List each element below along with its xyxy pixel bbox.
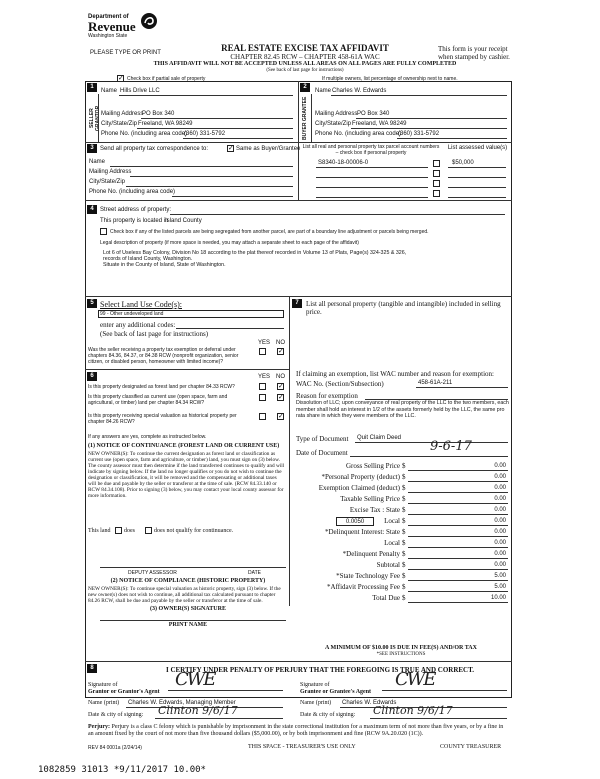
does-not-checkbox[interactable]	[145, 527, 152, 534]
dollar-sign: $	[402, 517, 406, 525]
corr-name-line	[110, 166, 293, 167]
tax-row-label: Exemption Claimed (deduct)	[318, 484, 400, 492]
section-7-badge: 7	[292, 299, 302, 308]
partial-sale-label: Check box if partial sale of property	[127, 76, 206, 82]
assessed-header: List assessed value(s)	[447, 145, 508, 151]
grantor-sig-line	[168, 690, 283, 691]
seller-mailing-line	[141, 118, 293, 119]
grantee-date-line	[370, 718, 507, 719]
grantee-sig-line	[382, 690, 507, 691]
this-land-label: This land	[88, 528, 111, 534]
receipt-note-1: This form is your receipt	[438, 45, 508, 53]
street-line	[170, 214, 505, 215]
corr-phone-label: Phone No. (including area code)	[89, 189, 176, 195]
form-title: REAL ESTATE EXCISE TAX AFFIDAVIT	[221, 43, 389, 53]
reason-label: Reason for exemption	[296, 392, 358, 400]
does-not-label: does not qualify for continuance.	[154, 528, 234, 534]
tax-row-line	[408, 547, 508, 548]
exemption-question: Was the seller receiving a property tax exemption or deferral under chapters 84.36, 84.37, or 84.38 RCW (nonprofit organization, senior citizen, or disabled person, homeowner with limited income)?	[88, 347, 239, 365]
if-yes-note: If any answers are yes, complete as instructed below.	[88, 434, 207, 440]
parcel-line-4	[316, 197, 428, 198]
tax-row-label: Gross Selling Price	[345, 462, 400, 470]
current-use-question: Is this property classified as current use (open space, farm and agricultural, or timber) land per chapter 84.34 RCW?	[88, 394, 228, 406]
divider-1v	[298, 81, 299, 142]
seller-mailing-label: Mailing Address	[101, 111, 144, 117]
buyer-mailing-label: Mailing Address	[315, 111, 358, 117]
buyer-grantee-label: BUYER GRANTEE	[302, 96, 308, 140]
boundary-label: Check box if any of the listed parcels are being segregated from another parcel, are part of a boundary line adjustment or parcels being merged.	[110, 229, 429, 235]
buyer-city-line	[351, 128, 507, 129]
doc-date-label: Date of Document	[296, 449, 348, 457]
form-warning: THIS AFFIDAVIT WILL NOT BE ACCEPTED UNLESS ALL AREAS ON ALL PAGES ARE FULLY COMPLETED	[153, 61, 457, 67]
deputy-date-label: DATE	[248, 570, 261, 576]
personal-property-label: List all personal property (tangible and intangible) included in selling price.	[306, 300, 501, 316]
historic-yes[interactable]	[259, 413, 266, 420]
reason-field[interactable]: Dissolution of LLC; upon conveyance of real property of the LLC to the two members, each member shall hold an interest in 1/2 of the assets formerly held by the LLC, the same pro rata share in which they were members of the LLC.	[296, 400, 509, 419]
seller-phone-label: Phone No. (including area code)	[101, 131, 188, 137]
tax-row-value[interactable]: 0.00	[494, 463, 506, 469]
seller-phone-field[interactable]: (360) 331-5792	[184, 131, 226, 137]
corr-name-label: Name	[89, 159, 106, 165]
certify-statement: I CERTIFY UNDER PENALTY OF PERJURY THAT THE FOREGOING IS TRUE AND CORRECT.	[165, 666, 474, 674]
parcel-line-2	[316, 177, 428, 178]
grantor-date-city-label: Date & city of signing:	[88, 712, 144, 718]
same-as-buyer-checkbox[interactable]	[227, 145, 234, 152]
grantee-sig-label-2: Grantee or Grantee's Agent	[300, 689, 372, 695]
seller-phone-line	[183, 138, 293, 139]
tax-row-line	[408, 470, 508, 471]
grantee-signature[interactable]: CWE	[395, 669, 435, 690]
grantor-name-print-label: Name (print)	[88, 700, 120, 706]
wac-line	[416, 387, 508, 388]
tax-row-line	[408, 481, 508, 482]
wac-label: WAC No. (Section/Subsection)	[296, 380, 384, 388]
section-1-badge: 1	[87, 83, 97, 92]
personal-property-checkbox-2[interactable]	[433, 170, 440, 177]
print-name-label: PRINT NAME	[168, 622, 208, 628]
please-type: PLEASE TYPE OR PRINT	[90, 50, 161, 56]
tax-row-value[interactable]: 5.00	[494, 584, 506, 590]
tax-row-line	[408, 569, 508, 570]
grantee-date-city-label: Date & city of signing:	[300, 712, 356, 718]
grantor-sig-label	[88, 682, 160, 696]
grantee-sig-label	[300, 682, 371, 696]
assessed-line-1	[448, 167, 506, 168]
dollar-sign: $	[402, 561, 406, 569]
local-rate-value: 0.0050	[345, 519, 365, 525]
land-use-see-back: (See back of last page for instructions)	[100, 330, 209, 338]
section-3-badge: 3	[87, 144, 97, 153]
corr-phone-line	[172, 196, 293, 197]
section-2-badge: 2	[300, 83, 310, 92]
boundary-checkbox[interactable]	[100, 228, 107, 235]
grantor-sig-label-1: Signature of	[88, 682, 118, 688]
tax-row-line	[408, 492, 508, 493]
send-correspondence-label: Send all property tax correspondence to:	[100, 146, 209, 152]
buyer-phone-field[interactable]: (360) 331-5792	[398, 131, 440, 137]
legal-description-text[interactable]	[103, 250, 508, 268]
perjury-text: Perjury is a class C felony which is punishable by imprisonment in the state correctional institution for a maximum term of not more than five years, or by a fine in an amount fixed by the court of not more than five thousand dollars ($5,000.00), or by both imprisonment and fine (RCW 9A.20.020 (1C)).	[88, 724, 504, 737]
land-use-label: Select Land Use Code(s):	[100, 300, 182, 309]
s6-no-header: NO	[276, 374, 285, 380]
tax-row-label: *Delinquent Interest: State	[324, 528, 400, 536]
s6-yes-header: YES	[258, 374, 271, 380]
tax-row-value[interactable]: 0.00	[494, 474, 506, 480]
notice2-body: NEW OWNER(S): To continue special valuation as historic property, sign (3) below. If the new owner(s) does not wish to continue, all additional tax calculated pursuant to chapter 84.26 RCW, shall be due and payable by the seller or transferor at the time of sale.	[88, 586, 281, 604]
notice1-title: (1) NOTICE OF CONTINUANCE (FOREST LAND OR CURRENT USE)	[88, 443, 280, 449]
tax-row-value[interactable]: 10.00	[490, 595, 506, 601]
buyer-mailing-line	[356, 118, 507, 119]
divider-5	[85, 369, 289, 370]
s5-no-header: NO	[276, 340, 285, 346]
deputy-assessor-label: DEPUTY ASSESSOR	[128, 570, 177, 576]
grantor-date-city[interactable]: Clinton 9/6/17	[158, 704, 238, 717]
historic-question: Is this property receiving special valuation as historical property per chapter 84.26 RCW?	[88, 413, 237, 425]
tax-row-line	[408, 514, 508, 515]
tax-row-value[interactable]: 0.00	[494, 551, 506, 557]
form-subtitle: CHAPTER 82.45 RCW – CHAPTER 458-61A WAC	[230, 53, 380, 61]
dollar-sign: $	[402, 594, 406, 602]
county-treasurer: COUNTY TREASURER	[440, 744, 502, 750]
receipt-note	[438, 45, 558, 61]
tax-row-value[interactable]: 0.00	[494, 496, 506, 502]
buyer-name-field[interactable]: Charles W. Edwards	[332, 88, 387, 94]
treasurer-space: THIS SPACE - TREASURER'S USE ONLY	[248, 744, 356, 750]
historic-no[interactable]	[277, 413, 284, 420]
tax-row-label: Subtotal	[376, 561, 400, 569]
section-5-badge: 5	[87, 299, 97, 308]
tax-row-line	[408, 536, 508, 537]
perjury-notice	[88, 724, 510, 738]
s5-exemption-yes[interactable]	[259, 348, 266, 355]
parcel-number-field[interactable]: S8340-18-00006-0	[318, 160, 369, 166]
additional-codes-line	[176, 328, 284, 329]
recording-stamp: 1082859 31013 *9/11/2017 10.00*	[38, 765, 206, 775]
buyer-phone-label: Phone No. (including area code)	[315, 131, 402, 137]
personal-property-checkbox-1[interactable]	[433, 160, 440, 167]
corr-city-line	[126, 186, 293, 187]
legal-line-3: Situate in the County of Island, State of Washington.	[103, 262, 226, 268]
tax-row-label: Excise Tax : State	[349, 506, 400, 514]
doc-type-field[interactable]: Quit Claim Deed	[357, 435, 402, 441]
owner-signature-label: (3) OWNER(S) SIGNATURE	[150, 606, 226, 612]
dollar-sign: $	[402, 506, 406, 514]
legal-line-2: records of Island County, Washington.	[103, 256, 193, 262]
divider-3	[85, 200, 512, 201]
buyer-name-label: Name	[315, 88, 332, 94]
doc-type-label: Type of Document	[296, 435, 349, 443]
grantee-date-city[interactable]: Clinton 9/6/17	[373, 704, 453, 717]
agency-line2: Revenue	[88, 19, 136, 34]
buyer-side-rule	[311, 94, 312, 142]
s5-exemption-no[interactable]	[277, 348, 284, 355]
tax-row-line	[408, 503, 508, 504]
claiming-exemption-label: If claiming an exemption, list WAC number and reason for exemption:	[296, 370, 494, 378]
s5-yes-header: YES	[258, 340, 271, 346]
street-address-label: Street address of property:	[100, 207, 172, 213]
tax-row-line	[408, 558, 508, 559]
buyer-mailing-field[interactable]: PO Box 340	[357, 111, 390, 117]
agency-line3: Washington State	[88, 33, 128, 39]
current-use-yes[interactable]	[259, 394, 266, 401]
doc-date-field[interactable]: 9-6-17	[430, 439, 472, 454]
dollar-sign: $	[402, 539, 406, 547]
perjury-label: Perjury:	[88, 724, 110, 730]
tax-row-line	[408, 602, 508, 603]
seller-side-rule	[98, 94, 99, 142]
county-field[interactable]: Island County	[165, 218, 202, 224]
does-label: does	[124, 528, 135, 534]
divider-main-v	[289, 296, 290, 606]
does-checkbox[interactable]	[115, 527, 122, 534]
divider-4	[85, 296, 512, 297]
agency-swirl-icon	[140, 12, 158, 35]
parcel-line-3	[316, 187, 428, 188]
dollar-sign: $	[402, 484, 406, 492]
seller-city-line	[137, 128, 293, 129]
current-use-no[interactable]	[277, 394, 284, 401]
minimum-due-note: A MINIMUM OF $10.00 IS DUE IN FEE(S) AND/OR TAX	[325, 645, 477, 651]
dollar-sign: $	[402, 572, 406, 580]
tax-row-value[interactable]: 0.00	[494, 540, 506, 546]
tax-row-value[interactable]: 0.00	[494, 562, 506, 568]
receipt-note-2: when stamped by cashier.	[438, 53, 510, 61]
seller-mailing-field[interactable]: PO Box 340	[142, 111, 175, 117]
seller-name-line	[119, 95, 293, 96]
tax-row-label: Local	[384, 539, 400, 547]
land-use-select[interactable]	[98, 310, 284, 318]
doc-date-line	[350, 456, 508, 457]
buyer-city-label: City/State/Zip	[315, 121, 352, 127]
assessed-value-field[interactable]: $50,000	[452, 160, 474, 166]
seller-name-field[interactable]: Hills Drive LLC	[120, 88, 160, 94]
section-6-badge: 6	[87, 372, 97, 381]
dollar-sign: $	[402, 583, 406, 591]
located-in-label: This property is located in	[100, 218, 169, 224]
assessed-line-4	[448, 197, 506, 198]
grantor-name-print[interactable]: Charles W. Edwards, Managing Member	[128, 700, 236, 706]
dollar-sign: $	[402, 550, 406, 558]
section-8-badge: 8	[87, 664, 97, 673]
tax-row-line	[408, 580, 508, 581]
tax-row-label: Total Due	[372, 594, 400, 602]
notice2-title: (2) NOTICE OF COMPLIANCE (HISTORIC PROPERTY)	[110, 578, 266, 584]
tax-row-line	[408, 525, 508, 526]
forest-no[interactable]	[277, 383, 284, 390]
form-see-back: (See back of last page for instructions)	[266, 68, 344, 73]
owner-sig-line	[100, 620, 286, 621]
grantee-sig-label-1: Signature of	[300, 682, 330, 688]
dollar-sign: $	[402, 473, 406, 481]
tax-row-label: *State Technology Fee	[336, 572, 400, 580]
buyer-phone-line	[397, 138, 507, 139]
grantor-signature[interactable]: CWE	[175, 669, 215, 690]
tax-row-value[interactable]: 0.00	[494, 485, 506, 491]
multiple-owners-note: If multiple owners, list percentage of ownership next to name.	[322, 76, 458, 82]
divider-8	[85, 661, 512, 662]
land-use-value: 99 - Other undeveloped land	[100, 311, 164, 317]
buyer-city-field[interactable]: Freeland, WA 98249	[352, 121, 407, 127]
grantee-name-print[interactable]: Charles W. Edwards	[342, 700, 397, 706]
tax-row-line	[408, 591, 508, 592]
seller-grantor-label: SELLER GRANTOR	[89, 105, 101, 131]
corr-city-label: City/State/Zip	[89, 179, 126, 185]
tax-row-label: Local	[384, 517, 400, 525]
grantee-name-print-label: Name (print)	[300, 700, 332, 706]
wac-field[interactable]: 458-61A-211	[418, 380, 453, 386]
assessed-line-2	[448, 177, 506, 178]
agency-line1: Department of	[88, 14, 129, 20]
forest-yes[interactable]	[259, 383, 266, 390]
grantor-sig-label-2: Grantor or Grantor's Agent	[88, 689, 160, 695]
buyer-name-line	[331, 95, 507, 96]
parcel-header: List all real and personal property tax parcel account numbers – check box if personal property	[302, 144, 440, 156]
personal-property-checkbox-4[interactable]	[433, 190, 440, 197]
forest-land-question: Is this property designated as forest land per chapter 84.33 RCW?	[88, 384, 235, 390]
form-number: REV 84 0001a (2/24/14)	[88, 745, 142, 751]
tax-row-value[interactable]: 0.00	[494, 507, 506, 513]
tax-row-value[interactable]: 0.00	[494, 518, 506, 524]
additional-codes-label: enter any additional codes:	[100, 321, 176, 329]
dollar-sign: $	[402, 495, 406, 503]
tax-row-value[interactable]: 0.00	[494, 529, 506, 535]
corr-mailing-line	[130, 176, 293, 177]
parcel-line-1	[316, 167, 428, 168]
seller-name-label: Name	[101, 88, 118, 94]
seller-city-field[interactable]: Freeland, WA 98249	[138, 121, 193, 127]
see-instructions-note: *SEE INSTRUCTIONS	[376, 652, 426, 657]
grantor-date-line	[155, 718, 283, 719]
tax-row-label: *Personal Property (deduct)	[321, 473, 400, 481]
tax-row-label: *Affidavit Processing Fee	[327, 583, 400, 591]
notice1-body: NEW OWNER(S): To continue the current designation as forest land or classification as current use (open space, farm and agriculture, or timber) land, you must sign on (3) below. The county assessor must then determine if the land transferred continues to qualify and will indicate by signing below. If the land no longer qualifies or you do not wish to continue the designation or classification, it will be removed and the compensating or additional taxes will be due and payable by the seller or transferor at the time of sale. (RCW 84.33.140 or RCW 84.34.108). Prior to signing (3) below, you may contact your local county assessor for more information.	[88, 451, 285, 499]
personal-property-checkbox-3[interactable]	[433, 180, 440, 187]
corr-mailing-label: Mailing Address	[89, 169, 132, 175]
local-rate-field[interactable]	[336, 517, 374, 526]
legal-line-1: Lot 6 of Useless Bay Colony, Division No 18 according to the plat thereof recorded in Volume 13 of Plats, Page(s) 324-325 & 326,	[103, 250, 407, 256]
dollar-sign: $	[402, 462, 406, 470]
section-4-badge: 4	[87, 205, 97, 214]
legal-description-label: Legal description of property (if more space is needed, you may attach a separate sheet to each page of the affidavit)	[100, 240, 359, 246]
same-as-buyer-label: Same as Buyer/Grantee	[236, 146, 301, 152]
dollar-sign: $	[402, 528, 406, 536]
assessed-line-3	[448, 187, 506, 188]
tax-row-value[interactable]: 5.00	[494, 573, 506, 579]
deputy-line	[100, 567, 286, 568]
tax-row-label: Taxable Selling Price	[340, 495, 400, 503]
seller-city-label: City/State/Zip	[101, 121, 138, 127]
tax-row-label: *Delinquent Penalty	[342, 550, 400, 558]
